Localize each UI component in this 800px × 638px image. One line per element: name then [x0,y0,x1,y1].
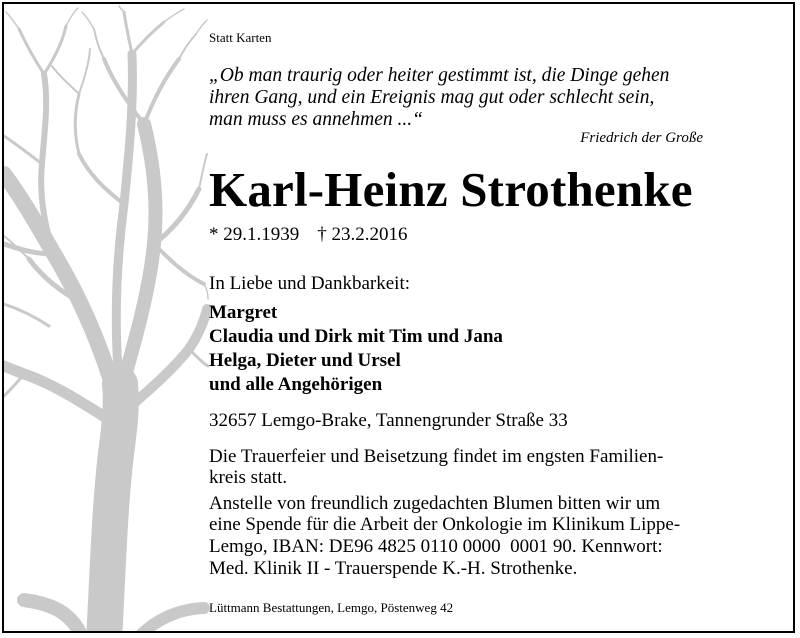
funeral-note-line: kreis statt. [209,467,288,488]
death-date: † 23.2.2016 [317,224,408,245]
mourner-name: und alle Angehörigen [209,374,383,395]
mourner-name: Margret [209,302,278,323]
quote-line: ihren Gang, und ein Ereignis mag gut oder schlecht sein, [209,87,655,108]
quote-attribution: Friedrich der Große [580,130,703,146]
life-dates [209,224,408,246]
quote-line: „Ob man traurig oder heiter gestimmt ist, die Dinge gehen [209,65,670,86]
donation-note-line: Anstelle von freundlich zugedachten Blumen bitten wir um [209,493,661,514]
mourners-intro: In Liebe und Dankbarkeit: [209,273,411,294]
mourner-name: Claudia und Dirk mit Tim und Jana [209,326,503,347]
mourner-name: Helga, Dieter und Ursel [209,350,401,371]
funeral-note-line: Die Trauerfeier und Beisetzung findet im engsten Familien- [209,446,664,467]
donation-note-line: Med. Klinik II - Trauerspende K.-H. Strothenke. [209,558,578,579]
obituary-frame [2,2,795,633]
donation-note-line: Lemgo, IBAN: DE96 4825 0110 0000 0001 90. Kennwort: [209,536,663,557]
donation-note-line: eine Spende für die Arbeit der Onkologie im Klinikum Lippe- [209,514,681,535]
family-address: 32657 Lemgo-Brake, Tannengrunder Straße 33 [209,410,568,431]
header-note: Statt Karten [209,30,272,45]
funeral-home-footer: Lüttmann Bestattungen, Lemgo, Pöstenweg 42 [209,600,454,615]
quote-line: man muss es annehmen ...“ [209,109,423,130]
deceased-name: Karl-Heinz Strothenke [209,162,693,217]
birth-date: * 29.1.1939 [209,224,300,245]
